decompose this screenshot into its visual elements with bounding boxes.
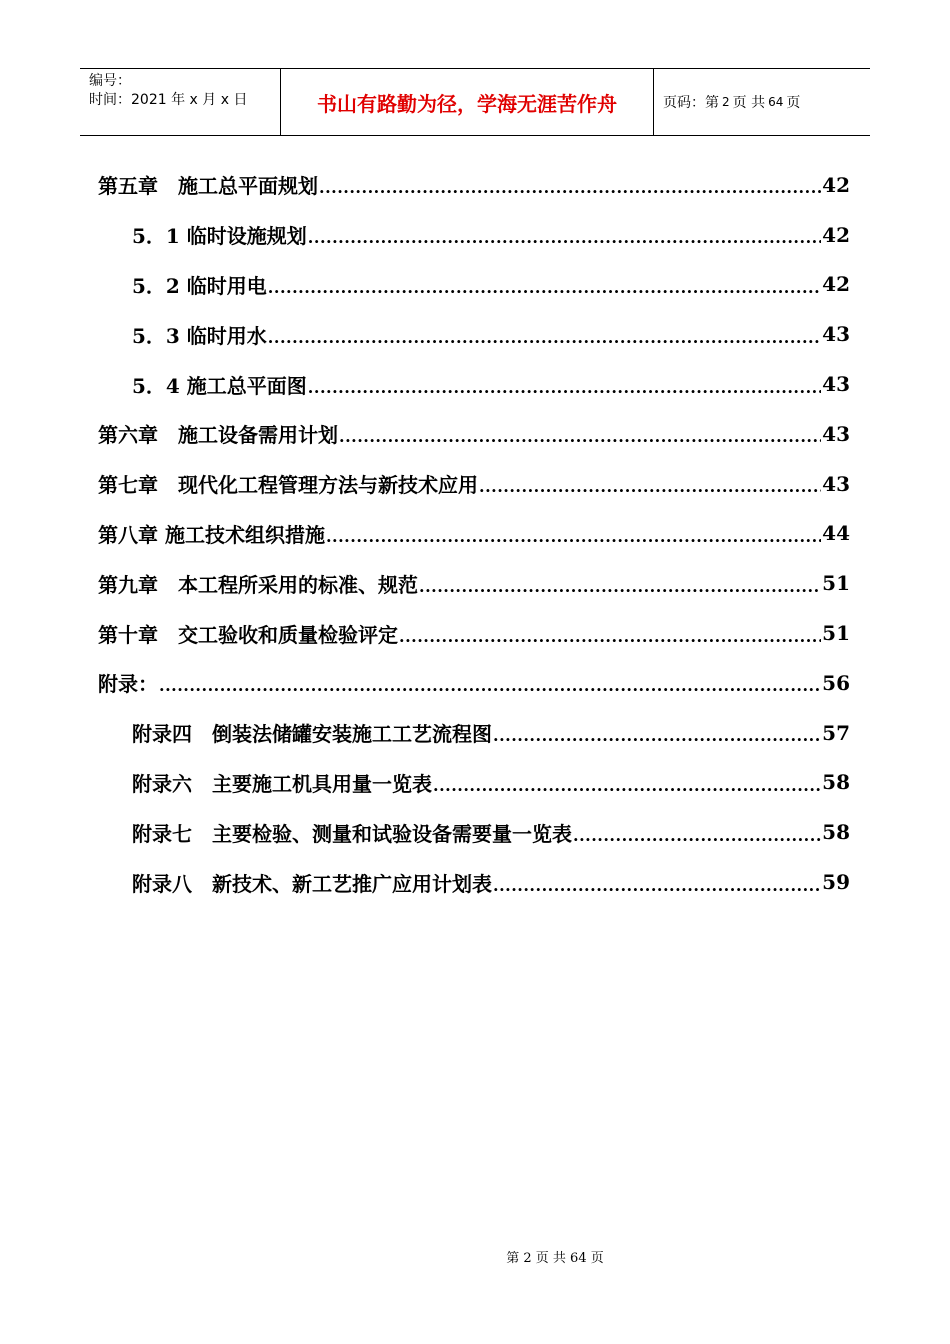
toc-entry[interactable] [98, 857, 850, 907]
toc-entry-page: 43 [822, 471, 850, 496]
page-current: 2 [722, 95, 730, 109]
toc-entry[interactable] [98, 558, 850, 608]
header-motto: 书山有路勤为径，学海无涯苦作舟 [281, 69, 654, 135]
document-number-label: 编号： [89, 73, 131, 89]
toc-dot-leader [399, 627, 821, 646]
toc-entry-title: 第十章 交工验收和质量检验评定 [98, 622, 398, 647]
toc-entry[interactable] [98, 459, 850, 509]
toc-dot-leader [419, 577, 821, 596]
toc-dot-leader [479, 477, 821, 496]
table-of-contents [98, 160, 850, 907]
toc-dot-leader [573, 826, 821, 845]
page-prefix: 页码：第 [663, 95, 719, 111]
toc-entry[interactable] [98, 309, 850, 359]
toc-entry-page: 51 [822, 621, 850, 646]
toc-entry-page: 42 [822, 272, 850, 297]
toc-entry[interactable] [98, 409, 850, 459]
toc-dot-leader [308, 228, 821, 247]
toc-entry[interactable] [98, 509, 850, 559]
toc-entry[interactable] [98, 160, 850, 210]
toc-entry[interactable] [98, 359, 850, 409]
page-suffix: 页 [786, 95, 801, 111]
toc-dot-leader [326, 527, 821, 546]
toc-entry-title: 附录八 新技术、新工艺推广应用计划表 [132, 871, 492, 896]
toc-entry-title: 附录七 主要检验、测量和试验设备需要量一览表 [132, 821, 572, 846]
toc-entry-title: 第九章 本工程所采用的标准、规范 [98, 572, 418, 597]
header-meta [80, 69, 281, 135]
toc-entry-page: 56 [822, 670, 850, 695]
toc-entry-page: 58 [822, 820, 850, 845]
toc-entry-title: 附录： [98, 672, 158, 697]
document-time-label: 时间：2021 年 x 月 x 日 [89, 92, 248, 108]
toc-entry-page: 43 [822, 372, 850, 397]
page-footer: 第 2 页 共 64 页 [506, 1251, 604, 1266]
toc-entry-page: 51 [822, 571, 850, 596]
header-page-indicator [654, 69, 870, 135]
toc-entry[interactable] [98, 260, 850, 310]
toc-entry-title: 附录四 倒装法储罐安装施工工艺流程图 [132, 722, 492, 747]
toc-entry-title: 第六章 施工设备需用计划 [98, 423, 338, 448]
toc-entry-title: 第七章 现代化工程管理方法与新技术应用 [98, 473, 478, 498]
toc-dot-leader [493, 876, 821, 895]
page-header [80, 68, 870, 136]
toc-entry[interactable] [98, 708, 850, 758]
toc-entry-page: 59 [822, 870, 850, 895]
toc-entry-title: 第五章 施工总平面规划 [98, 174, 318, 199]
toc-entry[interactable] [98, 608, 850, 658]
toc-entry-title: 第八章 施工技术组织措施 [98, 522, 325, 547]
toc-entry[interactable] [98, 210, 850, 260]
toc-entry-title: 附录六 主要施工机具用量一览表 [132, 771, 432, 796]
toc-entry[interactable] [98, 658, 850, 708]
toc-dot-leader [268, 278, 821, 297]
page-total: 64 [768, 95, 784, 109]
toc-entry-page: 42 [822, 222, 850, 247]
toc-dot-leader [268, 328, 821, 347]
toc-entry-title: 5．4 施工总平面图 [132, 373, 307, 398]
toc-entry-title: 5．1 临时设施规划 [132, 224, 307, 249]
toc-entry[interactable] [98, 807, 850, 857]
toc-entry-page: 43 [822, 322, 850, 347]
toc-entry[interactable] [98, 758, 850, 808]
toc-entry-page: 57 [822, 720, 850, 745]
toc-dot-leader [339, 427, 821, 446]
toc-dot-leader [319, 178, 821, 197]
page-mid: 页 共 [732, 95, 766, 111]
toc-dot-leader [308, 378, 821, 397]
toc-entry-title: 5．2 临时用电 [132, 273, 267, 298]
toc-dot-leader [433, 776, 821, 795]
toc-dot-leader [493, 726, 821, 745]
toc-entry-title: 5．3 临时用水 [132, 323, 267, 348]
toc-entry-page: 44 [822, 521, 850, 546]
toc-entry-page: 58 [822, 770, 850, 795]
toc-dot-leader [159, 676, 821, 695]
toc-entry-page: 43 [822, 421, 850, 446]
toc-entry-page: 42 [822, 172, 850, 197]
